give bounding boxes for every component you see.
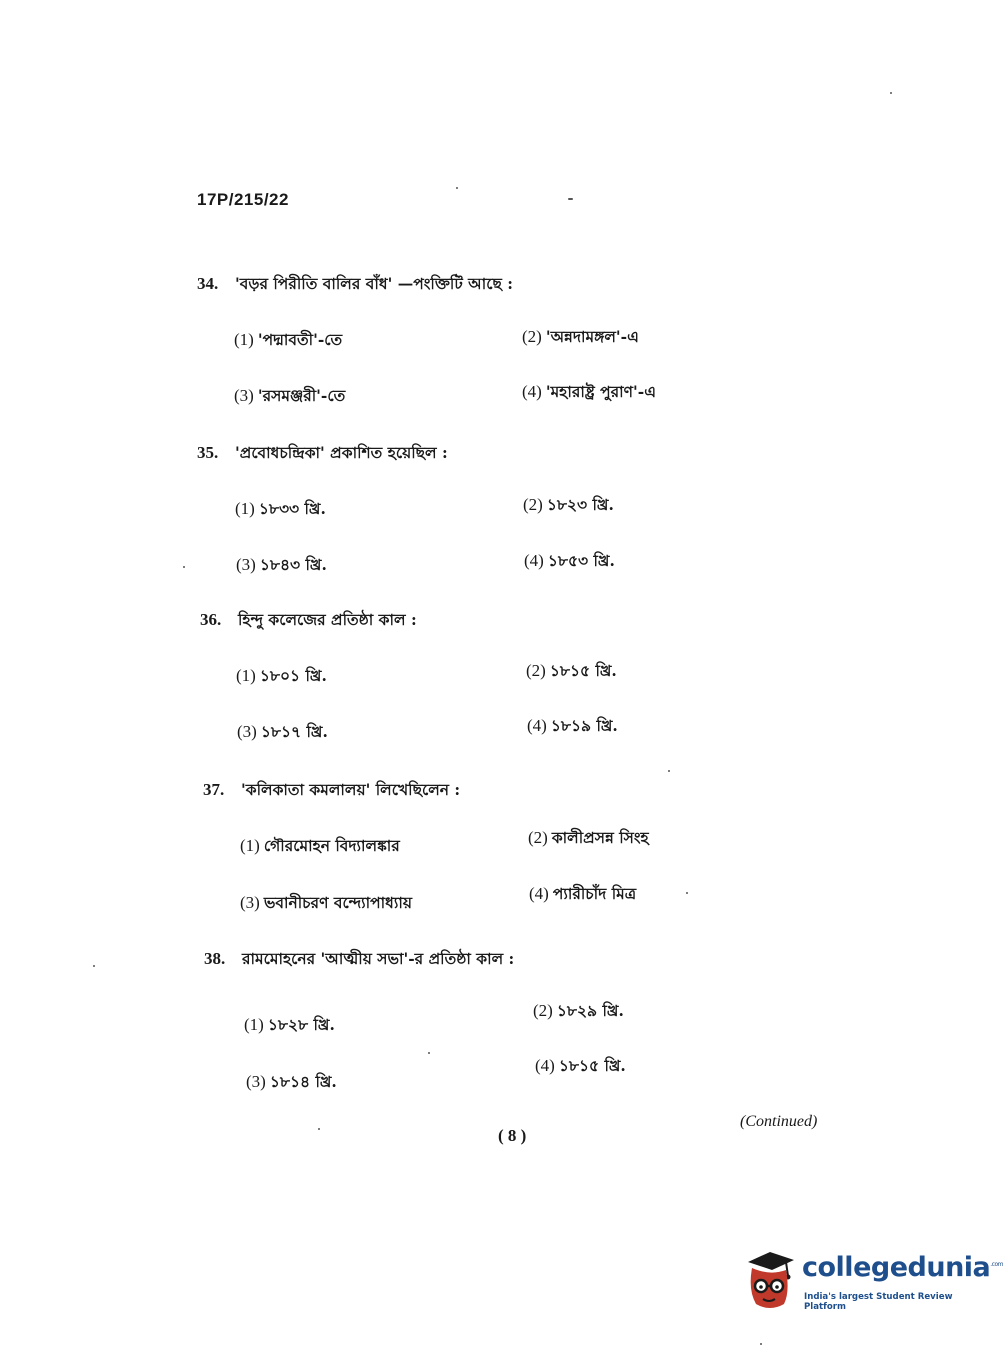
- option-text: ১৮১৯ খ্রি.: [550, 716, 618, 735]
- brand-name: [802, 1252, 1003, 1283]
- brand-text: collegedunia: [802, 1252, 991, 1283]
- option: [235, 497, 326, 523]
- option-text: ১৮১৪ খ্রি.: [269, 1072, 337, 1091]
- option-number: (3): [234, 386, 254, 405]
- option-text: 'মহারাষ্ট্র পুরাণ'-এ: [545, 382, 656, 401]
- option-number: (4): [524, 551, 544, 570]
- option-number: (1): [234, 330, 254, 349]
- option: [524, 549, 615, 575]
- option: [522, 325, 639, 351]
- option-text: ১৮১৫ খ্রি.: [549, 661, 617, 680]
- option: [240, 834, 400, 860]
- option-number: (2): [533, 1001, 553, 1020]
- option: [244, 1013, 335, 1039]
- option-text: 'পদ্মাবতী'-তে: [257, 330, 343, 349]
- question-text: 'কলিকাতা কমলালয়' লিখেছিলেন :: [241, 780, 461, 799]
- question-number: 34.: [197, 274, 219, 293]
- option: [234, 384, 345, 410]
- option-number: (2): [523, 495, 543, 514]
- option-number: (1): [240, 836, 260, 855]
- option-number: (4): [535, 1056, 555, 1075]
- option-text: ভবানীচরণ বন্দ্যোপাধ্যায়: [263, 893, 412, 912]
- question-number: 36.: [200, 610, 222, 629]
- question-number: 38.: [204, 949, 226, 968]
- question-34: [197, 272, 513, 298]
- option: [526, 659, 617, 685]
- option: [533, 999, 624, 1025]
- option: [529, 882, 636, 908]
- option-text: ১৮১৫ খ্রি.: [558, 1056, 626, 1075]
- option: [528, 826, 649, 852]
- option-text: কালীপ্রসন্ন সিংহ: [551, 828, 649, 847]
- option-text: ১৮৩৩ খ্রি.: [258, 499, 326, 518]
- option: [237, 720, 328, 746]
- question-35: [197, 441, 448, 467]
- option-number: (4): [527, 716, 547, 735]
- brand-tagline: India's largest Student Review Platform: [804, 1292, 953, 1312]
- page-number: ( 8 ): [498, 1126, 527, 1145]
- scan-speck: [686, 892, 688, 894]
- collegedunia-logo: [742, 1250, 1003, 1315]
- scan-speck: [456, 187, 458, 189]
- option: [527, 714, 618, 740]
- scan-speck: [890, 92, 892, 94]
- option-text: ১৮২৯ খ্রি.: [556, 1001, 624, 1020]
- question-36: [200, 608, 417, 634]
- option: [535, 1054, 626, 1080]
- option: [234, 328, 342, 354]
- scan-speck: [93, 965, 95, 967]
- option: [246, 1070, 337, 1096]
- option: [240, 891, 412, 917]
- option-number: (3): [236, 555, 256, 574]
- option-text: গৌরমোহন বিদ্যালঙ্কার: [263, 836, 400, 855]
- option-text: ১৮৫৩ খ্রি.: [547, 551, 615, 570]
- option-number: (4): [522, 382, 542, 401]
- option-number: (2): [528, 828, 548, 847]
- question-number: 37.: [203, 780, 225, 799]
- option-text: 'অন্নদামঙ্গল'-এ: [545, 327, 639, 346]
- option-text: ১৮৪৩ খ্রি.: [259, 555, 327, 574]
- question-text: হিন্দু কলেজের প্রতিষ্ঠা কাল :: [238, 610, 417, 629]
- option-text: ১৮১৭ খ্রি.: [260, 722, 328, 741]
- option: [236, 553, 327, 579]
- option-number: (3): [246, 1072, 266, 1091]
- scan-speck: [183, 566, 185, 568]
- scan-speck: [318, 1128, 320, 1130]
- mascot-icon: [742, 1250, 800, 1312]
- question-text: রামমোহনের 'আত্মীয় সভা'-র প্রতিষ্ঠা কাল :: [242, 949, 515, 968]
- question-37: [203, 778, 460, 804]
- scan-speck: [760, 1343, 762, 1345]
- option-number: (2): [526, 661, 546, 680]
- option-number: (3): [237, 722, 257, 741]
- option-number: (1): [244, 1015, 264, 1034]
- paper-code: 17P/215/22: [197, 190, 289, 209]
- option-text: ১৮০১ খ্রি.: [259, 666, 327, 685]
- continued-label: (Continued): [740, 1113, 818, 1130]
- option: [522, 380, 656, 406]
- scan-speck: [668, 770, 670, 772]
- option: [236, 664, 327, 690]
- option: [523, 493, 614, 519]
- question-text: 'বড়র পিরীতি বালির বাঁধ' —পংক্তিটি আছে :: [235, 274, 513, 293]
- option-number: (3): [240, 893, 260, 912]
- option-number: (1): [235, 499, 255, 518]
- scan-speck: [568, 198, 573, 200]
- option-text: 'রসমঞ্জরী'-তে: [257, 386, 346, 405]
- option-number: (1): [236, 666, 256, 685]
- question-38: [204, 947, 514, 973]
- question-number: 35.: [197, 443, 219, 462]
- brand-tld: .com: [990, 1261, 1003, 1268]
- option-number: (4): [529, 884, 549, 903]
- question-text: 'প্রবোধচন্দ্রিকা' প্রকাশিত হয়েছিল :: [235, 443, 448, 462]
- option-text: ১৮২৮ খ্রি.: [267, 1015, 335, 1034]
- option-text: প্যারীচাঁদ মিত্র: [552, 884, 637, 903]
- scan-speck: [428, 1052, 430, 1054]
- option-text: ১৮২৩ খ্রি.: [546, 495, 614, 514]
- option-number: (2): [522, 327, 542, 346]
